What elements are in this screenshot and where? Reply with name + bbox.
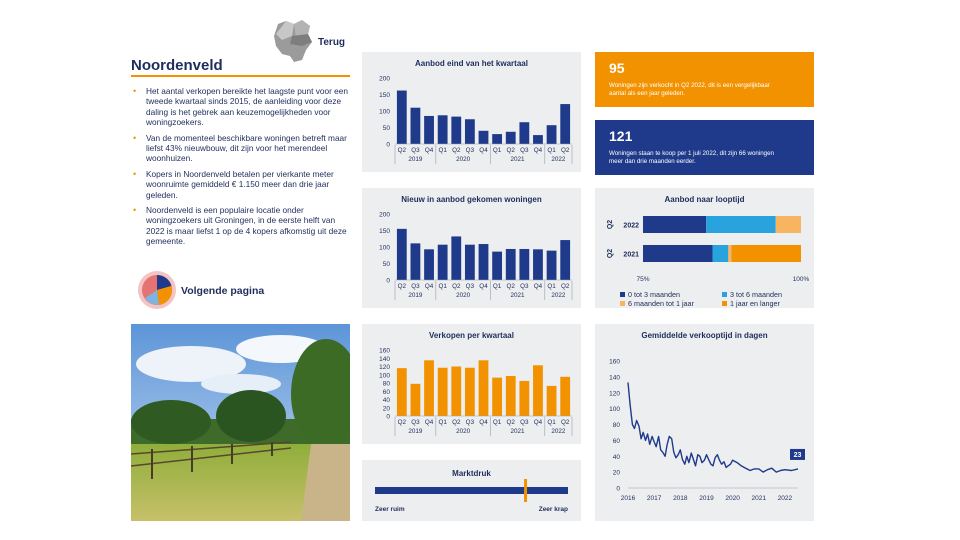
x-tick-label: Q3: [465, 147, 475, 154]
y-category-label: 2022: [623, 222, 639, 230]
x-tick-label: 2017: [646, 495, 662, 502]
gauge-track: [375, 487, 568, 494]
bar: [506, 132, 516, 144]
legend-item: 3 tot 6 maanden: [722, 290, 782, 299]
year-label: 2019: [408, 292, 423, 299]
bar: [519, 381, 529, 416]
bar: [424, 116, 434, 144]
x-tick-label: Q2: [397, 419, 407, 426]
pie-chart-icon: [137, 270, 177, 310]
y-tick-label: 20: [382, 405, 390, 413]
chart-panel-verkopen: [362, 324, 581, 444]
x-tick-label: Q4: [424, 419, 434, 426]
x-tick-label: Q1: [492, 147, 502, 154]
y-tick-label: 160: [379, 347, 390, 355]
last-value-label: 23: [793, 451, 802, 459]
x-tick-label: Q2: [506, 419, 515, 426]
chart-title: Aanbod naar looptijd: [664, 195, 745, 204]
x-tick-label: Q1: [438, 283, 447, 290]
y-tick-label: 0: [616, 485, 620, 493]
chart-title: Verkopen per kwartaal: [429, 331, 514, 340]
x-tick-label: Q2: [560, 283, 570, 290]
x-tick-label: Q1: [438, 147, 447, 154]
x-tick-label: Q2: [560, 147, 570, 154]
x-tick-label: 2016: [620, 495, 636, 502]
chart-panel-looptijd: [595, 188, 814, 308]
stacked-segment: [713, 245, 729, 262]
y-category-label: 2021: [623, 251, 639, 259]
chart-title: Marktdruk: [452, 469, 491, 478]
bar: [519, 122, 529, 144]
year-label: 2021: [510, 292, 525, 299]
line-chart-verkooptijd: [595, 324, 814, 521]
y-tick-label: 140: [609, 374, 620, 382]
chart-title: Gemiddelde verkooptijd in dagen: [641, 331, 768, 340]
x-tick-label: Q3: [520, 147, 529, 154]
back-link[interactable]: Terug: [318, 37, 346, 48]
bar: [519, 249, 529, 280]
x-tick-label: Q4: [479, 419, 488, 426]
chart-panel-nieuw: [362, 188, 581, 308]
kpi-supply: [595, 120, 814, 175]
stacked-segment: [731, 245, 801, 262]
year-label: 2022: [551, 428, 566, 435]
bar: [465, 119, 475, 144]
year-label: 2019: [408, 156, 423, 163]
bar-chart-aanbod: [362, 52, 581, 172]
kpi-value: 95: [609, 60, 625, 76]
year-label: 2020: [456, 156, 471, 163]
bar: [547, 251, 557, 280]
x-tick-label: 2020: [725, 495, 740, 502]
x-tick-label: Q4: [533, 283, 543, 290]
x-tick-label: Q4: [479, 147, 488, 154]
x-tick-label: Q4: [424, 147, 434, 154]
bar: [451, 367, 461, 417]
kpi-text: Woningen staan te koop per 1 juli 2022, dit zijn 66 woningen meer dan drie maanden eerder.: [609, 150, 774, 165]
bar: [424, 249, 434, 280]
x-tick-label: Q3: [465, 283, 475, 290]
bar: [560, 377, 570, 416]
x-tick-label: Q4: [424, 283, 434, 290]
bar: [397, 229, 407, 280]
bar: [506, 249, 516, 280]
landscape-photo: [131, 324, 350, 521]
bar: [547, 125, 557, 144]
y-group-label: Q2: [607, 219, 614, 230]
bar: [533, 365, 543, 416]
x-tick-label: 2021: [751, 495, 767, 502]
x-tick-label: Q1: [547, 419, 556, 426]
bullet-item: • Van de momenteel beschikbare woningen betreft maar liefst 43% nieuwbouw, dit zijn voor het merendeel woonhuizen.: [131, 133, 353, 164]
y-tick-label: 160: [609, 358, 620, 366]
bar: [411, 243, 421, 280]
y-tick-label: 150: [379, 228, 390, 235]
bar: [506, 376, 516, 416]
stacked-segment: [728, 245, 731, 262]
bullet-item: • Noordenveld is een populaire locatie onder woningzoekers uit Groningen, in de eerste helft van 2022 is maar liefst 1 op de 4 kopers afkomstig uit deze gemeente.: [131, 205, 353, 247]
bar: [438, 115, 448, 144]
bar: [411, 108, 421, 144]
y-tick-label: 60: [382, 388, 390, 396]
y-tick-label: 120: [609, 390, 620, 398]
bar: [397, 368, 407, 416]
year-label: 2019: [408, 428, 423, 435]
y-tick-label: 200: [379, 75, 390, 83]
y-tick-label: 0: [386, 413, 390, 421]
bar: [424, 360, 434, 416]
x-tick-label: Q3: [520, 283, 529, 290]
y-tick-label: 200: [379, 211, 390, 219]
x-tick-label: Q1: [492, 283, 502, 290]
x-tick-label: Q3: [411, 283, 420, 290]
bar: [451, 117, 461, 144]
bar: [479, 131, 489, 144]
series-line: [628, 382, 798, 472]
year-label: 2022: [551, 156, 566, 163]
bar: [411, 384, 421, 416]
legend-item: 6 maanden tot 1 jaar: [620, 299, 694, 308]
bullet-item: • Kopers in Noordenveld betalen per vierkante meter woonruimte gemiddeld € 1.150 meer dan drie jaar geleden.: [131, 169, 353, 200]
chart-title: Nieuw in aanbod gekomen woningen: [401, 195, 542, 204]
x-tick-label: Q1: [547, 283, 556, 290]
x-tick-label: 75%: [636, 276, 650, 283]
y-group-label: Q2: [607, 248, 614, 259]
stacked-segment: [776, 216, 801, 233]
next-page-button[interactable]: [137, 270, 337, 312]
x-tick-label: Q3: [520, 419, 529, 426]
year-label: 2020: [456, 428, 471, 435]
x-tick-label: Q3: [411, 147, 420, 154]
next-page-label: Volgende pagina: [181, 285, 265, 297]
kpi-value: 121: [609, 128, 633, 144]
x-tick-label: 2019: [699, 495, 714, 502]
x-tick-label: 2022: [777, 495, 793, 502]
x-tick-label: Q4: [533, 147, 543, 154]
x-tick-label: Q3: [411, 419, 420, 426]
x-tick-label: Q1: [438, 419, 447, 426]
y-tick-label: 0: [386, 277, 390, 285]
y-tick-label: 100: [609, 406, 620, 414]
legend-item: 1 jaar en langer: [722, 299, 780, 308]
y-tick-label: 80: [382, 380, 390, 388]
bar: [492, 378, 502, 416]
x-tick-label: 100%: [792, 276, 810, 283]
x-tick-label: Q1: [547, 147, 556, 154]
bar: [492, 252, 502, 280]
y-tick-label: 100: [379, 108, 390, 116]
stacked-segment: [706, 216, 776, 233]
bar: [438, 245, 448, 280]
year-label: 2021: [510, 156, 525, 163]
bar: [397, 91, 407, 144]
gauge-marker: [524, 479, 527, 502]
region-map-icon[interactable]: [272, 18, 314, 64]
y-tick-label: 80: [612, 422, 620, 429]
bar: [465, 245, 475, 280]
marktdruk-panel: [362, 460, 581, 521]
y-tick-label: 120: [379, 364, 390, 371]
y-tick-label: 60: [612, 437, 620, 445]
x-tick-label: Q2: [506, 283, 515, 290]
bar: [547, 386, 557, 416]
kpi-text: Woningen zijn verkocht in Q2 2022, dit is een vergelijkbaar aantal als een jaar geleden.: [609, 82, 770, 97]
chart-title: Aanbod eind van het kwartaal: [415, 59, 528, 68]
stacked-segment: [643, 216, 706, 233]
y-tick-label: 100: [379, 244, 390, 252]
y-tick-label: 40: [382, 397, 390, 404]
year-label: 2022: [551, 292, 566, 299]
bar-chart-verkopen: [362, 324, 581, 444]
x-tick-label: Q2: [560, 419, 570, 426]
y-tick-label: 140: [379, 355, 390, 363]
bar-chart-nieuw: [362, 188, 581, 308]
legend-item: 0 tot 3 maanden: [620, 290, 680, 299]
bar: [492, 134, 502, 144]
x-tick-label: 2018: [673, 495, 688, 502]
summary-bullets: [131, 86, 353, 252]
chart-panel-verkooptijd: [595, 324, 814, 521]
marktdruk-left-label: Zeer ruim: [375, 506, 405, 513]
x-tick-label: Q1: [492, 419, 502, 426]
x-tick-label: Q3: [465, 419, 475, 426]
page-title: Noordenveld: [131, 57, 223, 74]
bar: [560, 104, 570, 144]
bar: [465, 368, 475, 416]
marktdruk-right-label: Zeer krap: [538, 506, 568, 513]
bar: [533, 249, 543, 280]
x-tick-label: Q4: [533, 419, 543, 426]
x-tick-label: Q2: [506, 147, 515, 154]
bar: [560, 240, 570, 280]
bar: [533, 135, 543, 144]
bullet-item: • Het aantal verkopen bereikte het laagste punt voor een tweede kwartaal sinds 2015, de aanleiding voor deze daling is het gebrek aan keuzemogelijkheden voor woningzoekers.: [131, 86, 353, 128]
bar: [479, 244, 489, 280]
y-tick-label: 40: [612, 453, 620, 461]
chart-panel-aanbod: [362, 52, 581, 172]
x-tick-label: Q2: [452, 419, 461, 426]
x-tick-label: Q2: [397, 147, 407, 154]
kpi-sales: [595, 52, 814, 107]
stacked-segment: [643, 245, 713, 262]
y-tick-label: 100: [379, 372, 390, 380]
y-tick-label: 0: [386, 141, 390, 149]
bar: [479, 360, 489, 416]
title-underline: [131, 75, 350, 77]
x-tick-label: Q2: [397, 283, 407, 290]
y-tick-label: 50: [382, 125, 390, 132]
bar: [451, 236, 461, 280]
y-tick-label: 150: [379, 92, 390, 99]
x-tick-label: Q2: [452, 283, 461, 290]
x-tick-label: Q4: [479, 283, 488, 290]
bar: [438, 368, 448, 416]
year-label: 2021: [510, 428, 525, 435]
y-tick-label: 50: [382, 261, 390, 268]
y-tick-label: 20: [612, 469, 620, 477]
x-tick-label: Q2: [452, 147, 461, 154]
year-label: 2020: [456, 292, 471, 299]
